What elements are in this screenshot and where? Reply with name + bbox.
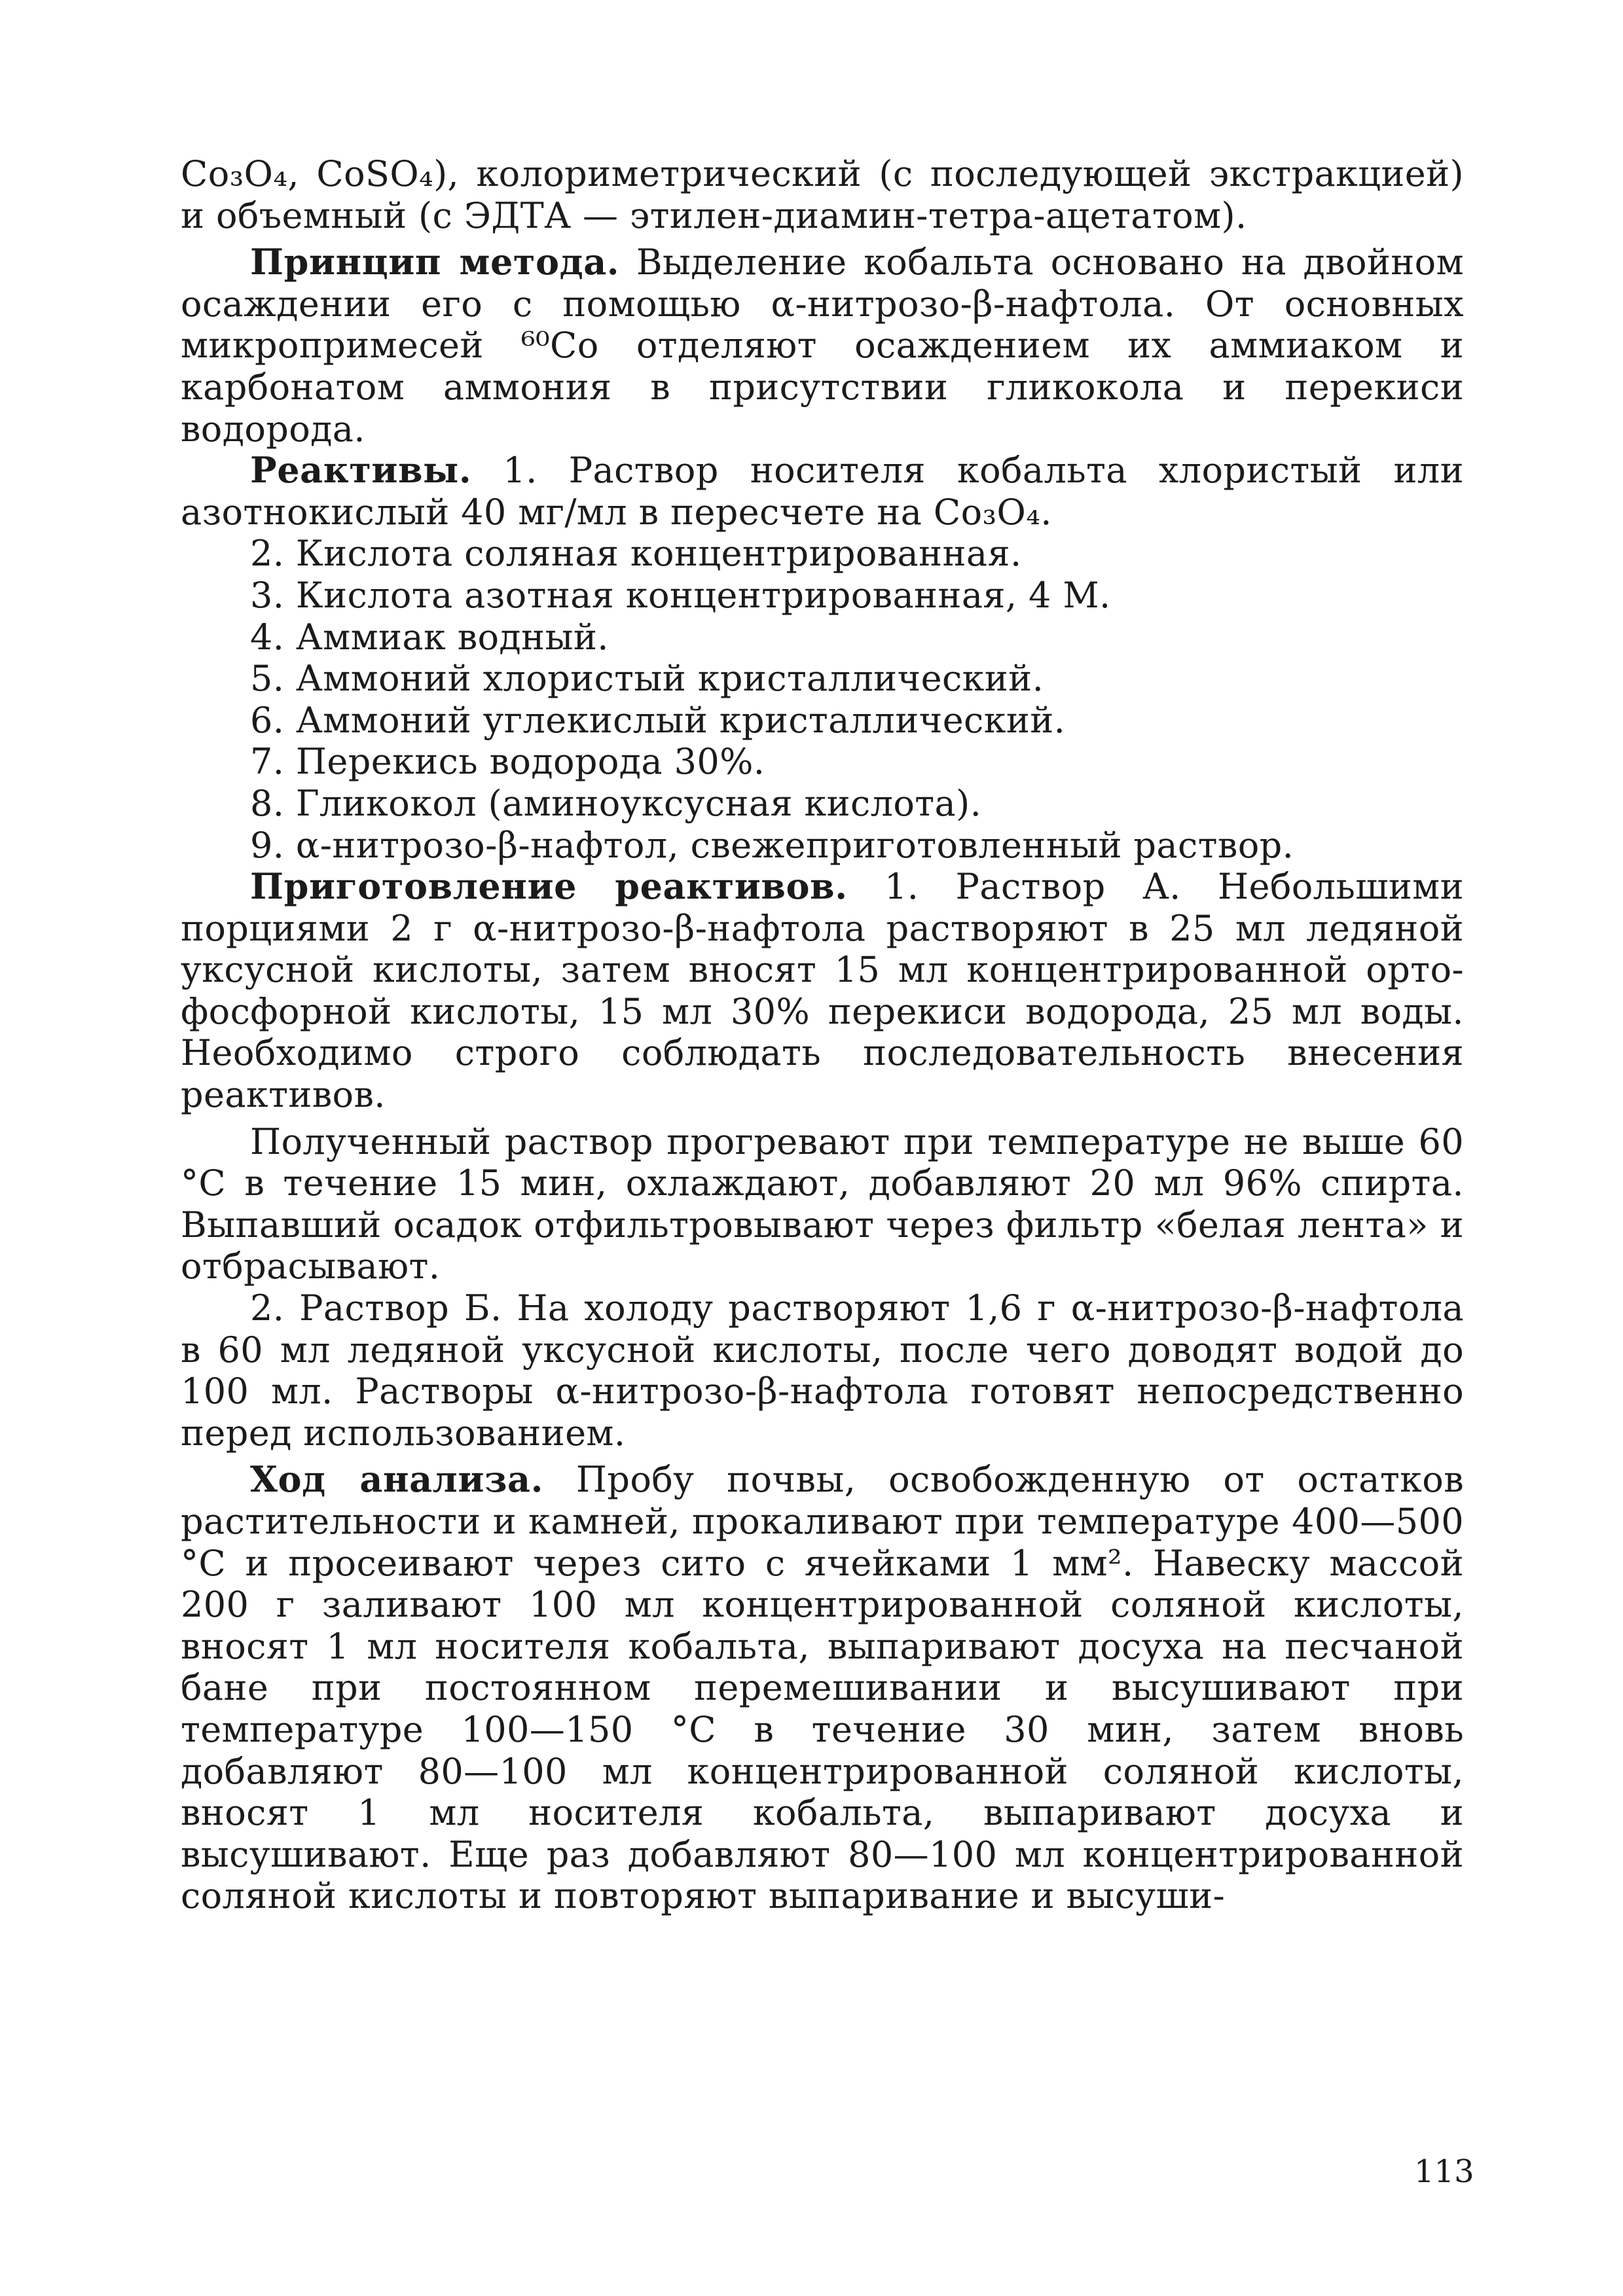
preparation-heading: Приготовление реактивов. xyxy=(250,865,848,908)
analysis-text: Пробу почвы, освобожденную от остатков растительности и камней, прокаливают при температуре 400—500 °С и просеивают через сито с ячейками 1 мм². Навеску массой 200 г заливают 100 мл концентрированной соляной кислоты, вносят 1 мл носителя кобальта, выпаривают досуха на песчаной бане при постоянном перемешивании и высушивают при температуре 100—150 °С в течение 30 мин, затем вновь добавляют 80—100 мл концентрированной соляной кислоты, вносят 1 мл носителя кобальта, выпаривают досуха и высушивают. Еще раз добавляют 80—100 мл концентрированной соляной кислоты и повторяют выпаривание и высуши- xyxy=(181,1459,1464,1917)
analysis-paragraph xyxy=(181,1459,1464,1917)
principle-heading: Принцип метода. xyxy=(250,241,620,283)
solution-b-paragraph: 2. Раствор Б. На холоду растворяют 1,6 г α-нитрозо-β-нафтола в 60 мл ледяной уксусной кислоты, после чего доводят водой до 100 мл. Растворы α-нитрозо-β-нафтола готовят непосредственно перед использованием. xyxy=(181,1287,1464,1454)
list-item: 2. Кислота соляная концентрированная. xyxy=(250,533,1022,575)
preparation-text: 1. Раствор А. Небольшими порциями 2 г α-нитрозо-β-нафтола растворяют в 25 мл ледяной уксусной кислоты, затем вносят 15 мл концентрированной орто-фосфорной кислоты, 15 мл 30% перекиси водорода, 25 мл воды. Необходимо строго соблюдать последовательность внесения реактивов. xyxy=(181,866,1464,1116)
reagents-heading: Реактивы. xyxy=(250,449,472,492)
solution-a-continued-paragraph: Полученный раствор прогревают при температуре не выше 60 °С в течение 15 мин, охлаждают, добавляют 20 мл 96% спирта. Выпавший осадок отфильтровывают через фильтр «белая лента» и отбрасывают. xyxy=(181,1121,1464,1287)
preparation-paragraph xyxy=(181,866,1464,1116)
body-text xyxy=(181,153,1464,1917)
analysis-heading: Ход анализа. xyxy=(250,1458,544,1501)
page-number: 113 xyxy=(1414,2153,1474,2190)
reagents-text: 1. Раствор носителя кобальта хлористый или азотнокислый 40 мг/мл в пересчете на Co₃O₄. xyxy=(181,450,1464,533)
reagents-paragraph xyxy=(181,450,1464,533)
list-item: 9. α-нитрозо-β-нафтол, свежеприготовленный раствор. xyxy=(250,824,1294,866)
list-item: 8. Гликокол (аминоуксусная кислота). xyxy=(250,782,982,824)
principle-paragraph xyxy=(181,242,1464,450)
list-item: 3. Кислота азотная концентрированная, 4 М. xyxy=(250,574,1111,616)
intro-paragraph: Co₃O₄, CoSO₄), колориметрический (с последующей экстракцией) и объемный (с ЭДТА — этилен-диамин-тетра-ацетатом). xyxy=(181,153,1464,236)
list-item: 7. Перекись водорода 30%. xyxy=(250,741,765,783)
reagents-list xyxy=(181,533,1464,866)
list-item: 6. Аммоний углекислый кристаллический. xyxy=(250,699,1066,741)
list-item: 5. Аммоний хлористый кристаллический. xyxy=(250,658,1044,700)
list-item: 4. Аммиак водный. xyxy=(250,616,609,658)
principle-text: Выделение кобальта основано на двойном осаждении его с помощью α-нитрозо-β-нафтола. От основных микропримесей ⁶⁰Co отделяют осаждением их аммиаком и карбонатом аммония в присутствии гликокола и перекиси водорода. xyxy=(181,242,1464,450)
